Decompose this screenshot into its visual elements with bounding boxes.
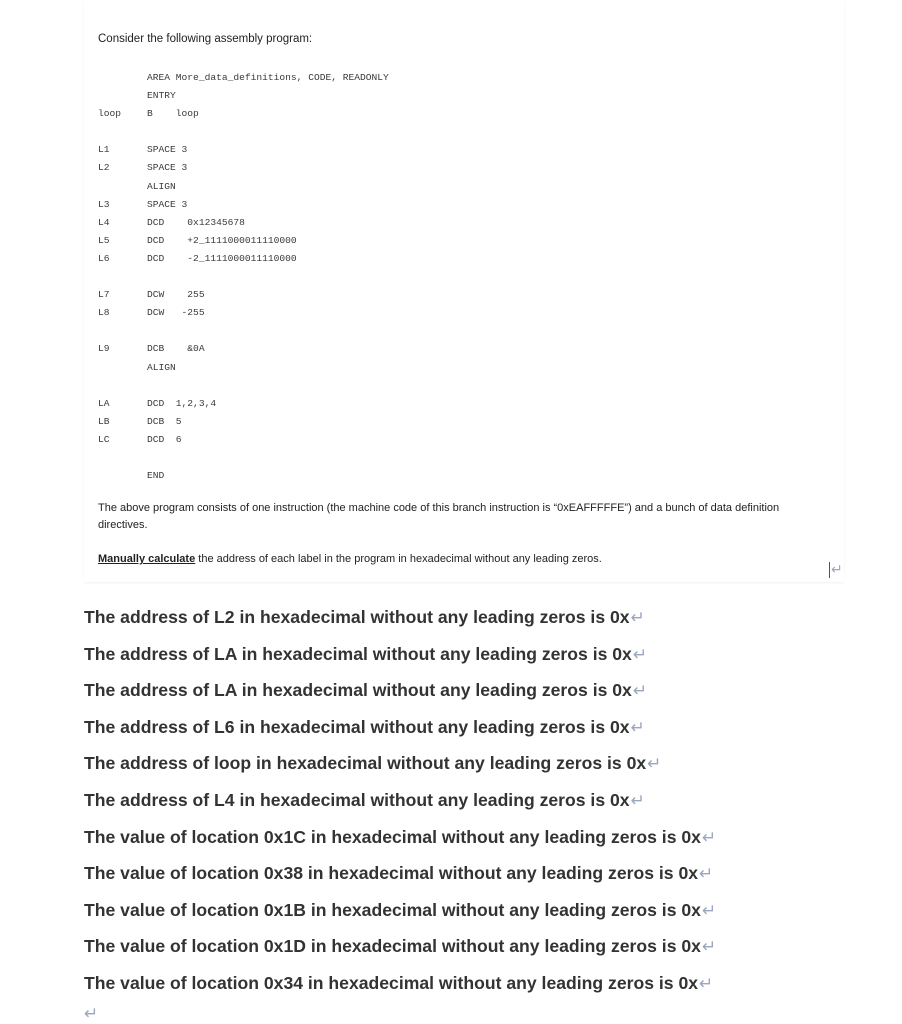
code-instruction: DCW 255 bbox=[147, 289, 205, 301]
code-instruction: SPACE 3 bbox=[147, 162, 188, 174]
code-line bbox=[98, 196, 558, 214]
code-line bbox=[98, 178, 558, 196]
code-label: LA bbox=[98, 397, 110, 409]
code-label: L6 bbox=[98, 252, 110, 264]
question-text: The value of location 0x38 in hexadecimal without any leading zeros is 0x bbox=[84, 863, 699, 884]
code-label: L9 bbox=[98, 343, 110, 355]
return-icon: ↵ bbox=[701, 900, 717, 920]
code-instruction: ALIGN bbox=[147, 361, 176, 373]
code-instruction: SPACE 3 bbox=[147, 198, 188, 210]
question-line bbox=[84, 603, 884, 640]
question-text: The address of LA in hexadecimal without any leading zeros is 0x bbox=[84, 680, 632, 701]
code-line bbox=[98, 322, 558, 340]
code-line bbox=[98, 69, 558, 87]
question-line bbox=[84, 786, 884, 823]
code-label: LC bbox=[98, 433, 110, 445]
question-text: The address of LA in hexadecimal without any leading zeros is 0x bbox=[84, 643, 632, 664]
return-icon: ↵ bbox=[630, 608, 645, 627]
question-text: The address of L4 in hexadecimal without any leading zeros is 0x bbox=[84, 789, 630, 810]
return-icon: ↵ bbox=[699, 864, 714, 884]
code-line bbox=[98, 340, 558, 358]
code-line bbox=[98, 232, 558, 250]
question-line bbox=[84, 896, 884, 933]
code-line bbox=[98, 304, 558, 322]
code-label: L7 bbox=[98, 289, 110, 301]
code-instruction: DCD +2_1111000011110000 bbox=[147, 234, 297, 246]
code-label: L1 bbox=[98, 144, 110, 156]
question-text: The value of location 0x1B in hexadecimal without any leading zeros is 0x bbox=[84, 899, 701, 920]
code-line bbox=[98, 413, 558, 431]
return-icon: ↵ bbox=[630, 790, 645, 810]
code-instruction: DCD 6 bbox=[147, 433, 182, 445]
text-cursor bbox=[829, 562, 830, 578]
question-line bbox=[84, 859, 884, 896]
code-label: loop bbox=[98, 108, 122, 120]
code-instruction: END bbox=[147, 470, 165, 482]
code-line bbox=[98, 431, 558, 449]
return-icon: ↵ bbox=[632, 681, 648, 701]
question-text: The address of loop in hexadecimal without any leading zeros is 0x bbox=[84, 753, 647, 774]
question-text: The address of L2 in hexadecimal without any leading zeros is 0x bbox=[84, 607, 630, 627]
code-line bbox=[98, 87, 558, 105]
code-line bbox=[98, 359, 558, 377]
code-line bbox=[98, 268, 558, 286]
return-icon: ↵ bbox=[701, 937, 717, 957]
return-icon: ↵ bbox=[84, 1004, 99, 1023]
question-line bbox=[84, 749, 884, 786]
code-instruction: DCB &0A bbox=[147, 343, 205, 355]
question-line bbox=[84, 676, 884, 713]
return-icon: ↵ bbox=[632, 644, 648, 664]
code-line bbox=[98, 105, 558, 123]
code-line bbox=[98, 250, 558, 268]
code-label: L4 bbox=[98, 216, 110, 228]
cursor-return-mark bbox=[829, 561, 843, 578]
code-instruction: DCW -255 bbox=[147, 307, 205, 319]
return-icon: ↵ bbox=[630, 717, 645, 737]
return-icon: ↵ bbox=[701, 827, 717, 847]
return-icon: ↵ bbox=[647, 754, 662, 774]
code-line bbox=[98, 286, 558, 304]
assembly-code-block bbox=[98, 69, 558, 485]
task-emphasis: Manually calculate bbox=[98, 553, 196, 565]
code-line bbox=[98, 395, 558, 413]
question-list bbox=[84, 603, 884, 1006]
code-instruction: SPACE 3 bbox=[147, 144, 188, 156]
question-line bbox=[84, 640, 884, 677]
code-instruction: B loop bbox=[147, 108, 199, 120]
code-instruction: DCB 5 bbox=[147, 415, 182, 427]
code-instruction: ENTRY bbox=[147, 90, 176, 102]
code-line bbox=[98, 141, 558, 159]
task-instruction bbox=[98, 553, 602, 565]
question-text: The value of location 0x1C in hexadecimal without any leading zeros is 0x bbox=[84, 826, 701, 847]
question-text: The value of location 0x1D in hexadecimal without any leading zeros is 0x bbox=[84, 936, 701, 957]
code-line bbox=[98, 449, 558, 467]
question-line bbox=[84, 823, 884, 860]
return-icon: ↵ bbox=[831, 561, 843, 577]
code-line bbox=[98, 159, 558, 177]
question-line bbox=[84, 969, 884, 1006]
code-instruction: AREA More_data_definitions, CODE, READONLY bbox=[147, 72, 389, 83]
code-instruction: ALIGN bbox=[147, 180, 176, 192]
task-rest: the address of each label in the program in hexadecimal without any leading zeros. bbox=[195, 553, 602, 565]
question-text: The value of location 0x34 in hexadecimal without any leading zeros is 0x bbox=[84, 972, 699, 993]
code-instruction: DCD 1,2,3,4 bbox=[147, 397, 217, 409]
code-line bbox=[98, 214, 558, 232]
code-line bbox=[98, 467, 558, 485]
code-label: L8 bbox=[98, 307, 110, 319]
code-label: L3 bbox=[98, 198, 110, 210]
return-icon: ↵ bbox=[699, 973, 714, 993]
code-instruction: DCD -2_1111000011110000 bbox=[147, 252, 297, 264]
question-line bbox=[84, 713, 884, 750]
code-line bbox=[98, 377, 558, 395]
intro-text: Consider the following assembly program: bbox=[98, 33, 313, 45]
code-label: L2 bbox=[98, 162, 110, 174]
program-description: The above program consists of one instruction (the machine code of this branch instruction is “0xEAFFFFFE”) and a bunch of data definition directives. bbox=[98, 502, 780, 531]
code-instruction: DCD 0x12345678 bbox=[147, 216, 245, 228]
question-line bbox=[84, 932, 884, 969]
code-label: LB bbox=[98, 415, 110, 427]
code-line bbox=[98, 123, 558, 141]
question-text: The address of L6 in hexadecimal without any leading zeros is 0x bbox=[84, 716, 630, 737]
code-label: L5 bbox=[98, 234, 110, 246]
